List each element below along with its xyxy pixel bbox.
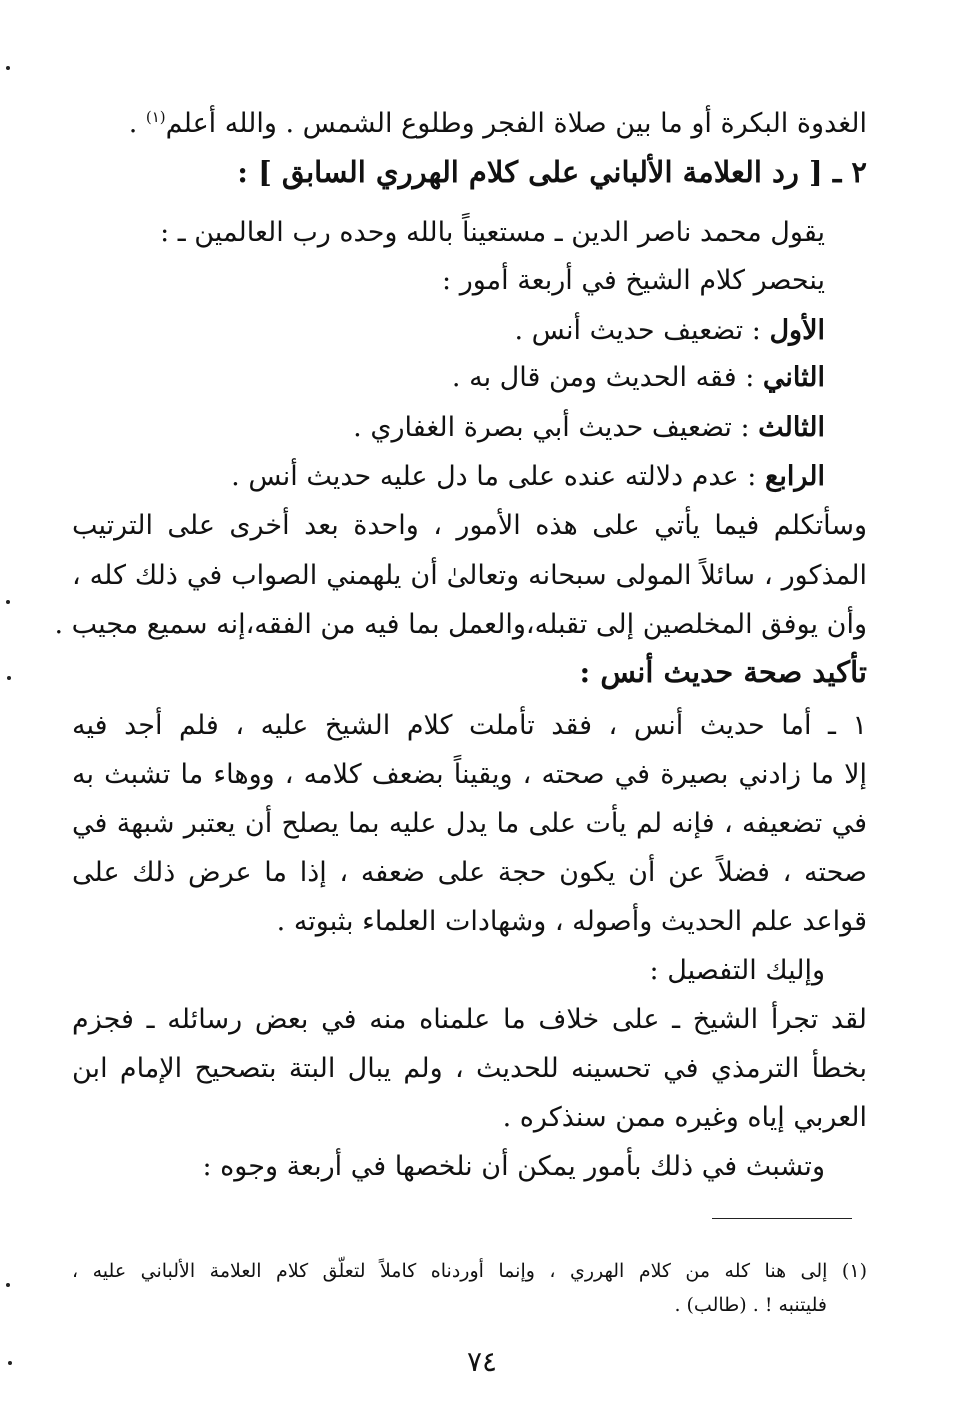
footnote-line: فليتنبه ! . (طالب) . [674, 1294, 827, 1316]
footnote-marker[interactable]: (١) [145, 108, 166, 126]
list-item [514, 311, 825, 351]
scan-speck [7, 676, 11, 680]
scan-speck [6, 66, 10, 70]
text-line: العربي إياه وغيره ممن سنذكره . [502, 1102, 867, 1133]
list-item [353, 408, 825, 448]
footnote-separator [712, 1218, 852, 1219]
item-label: الرابع [764, 461, 825, 492]
item-label: الثاني [762, 362, 825, 393]
text-span: . [128, 108, 146, 139]
item-label: الثالث [758, 412, 825, 443]
text-line: قواعد علم الحديث وأصوله ، وشهادات العلماء بثبوته . [276, 906, 867, 937]
item-text: : تضعيف حديث أنس . [514, 315, 770, 346]
text-line: إلا ما زادني بصيرة في صحته ، ويقيناً بضعف كلامه ، ووهاء ما تشبث به [72, 759, 867, 790]
text-line: بخطأ الترمذي في تحسينه للحديث ، ولم يبال البتة بتصحيح الإمام ابن [72, 1053, 867, 1084]
scan-speck [6, 1283, 10, 1287]
item-text: : عدم دلالته عنده على ما دل عليه حديث أنس . [231, 461, 765, 492]
text-line: ينحصر كلام الشيخ في أربعة أمور : [442, 265, 825, 296]
text-line: وإليك التفصيل : [649, 955, 825, 986]
text-line: يقول محمد ناصر الدين ـ مستعيناً بالله وحده رب العالمين ـ : [160, 217, 825, 248]
text-line: وأن يوفق المخلصين إلى تقبله،والعمل بما فيه من الفقه،إنه سميع مجيب . [54, 609, 867, 640]
text-span: الغدوة البكرة أو ما بين صلاة الفجر وطلوع الشمس . والله أعلم [165, 108, 867, 139]
text-line: ١ ـ أما حديث أنس ، فقد تأملت كلام الشيخ عليه ، فلم أجد فيه [72, 710, 867, 741]
list-item [452, 358, 825, 398]
item-text: : فقه الحديث ومن قال به . [451, 362, 763, 393]
text-line: وسأتكلم فيما يأتي على هذه الأمور ، واحدة بعد أخرى على الترتيب [72, 510, 867, 541]
text-line: في تضعيفه ، فإنه لم يأت على ما يدل عليه بما يصلح أن يعتبر شبهة في [72, 808, 867, 839]
text-line: المذكور ، سائلاً المولى سبحانه وتعالىٰ أن يلهمني الصواب في ذلك كله ، [72, 560, 867, 591]
text-line [129, 104, 867, 144]
section-heading: تأكيد صحة حديث أنس : [579, 655, 867, 689]
item-label: الأول [769, 315, 825, 346]
text-line: لقد تجرأ الشيخ ـ على خلاف ما علمناه منه في بعض رسائله ـ فجزم [72, 1004, 867, 1035]
list-item [231, 457, 825, 497]
scan-speck [6, 600, 10, 604]
text-line: وتشبث في ذلك بأمور يمكن أن نلخصها في أربعة وجوه : [202, 1151, 825, 1182]
item-text: : تضعيف حديث أبي بصرة الغفاري . [353, 412, 759, 443]
footnote-line: (١) إلى هنا كله من كلام الهرري ، وإنما أوردناه كاملاً لتعلّق كلام العلامة الألباني عليه ، [72, 1260, 867, 1282]
scan-speck [8, 1361, 12, 1365]
page-number: ٧٤ [466, 1345, 498, 1378]
text-line: صحته ، فضلاً عن أن يكون حجة على ضعفه ، إذا ما عرض ذلك على [72, 857, 867, 888]
section-heading: ٢ ـ [ رد العلامة الألباني على كلام الهرري السابق ] : [237, 155, 867, 189]
